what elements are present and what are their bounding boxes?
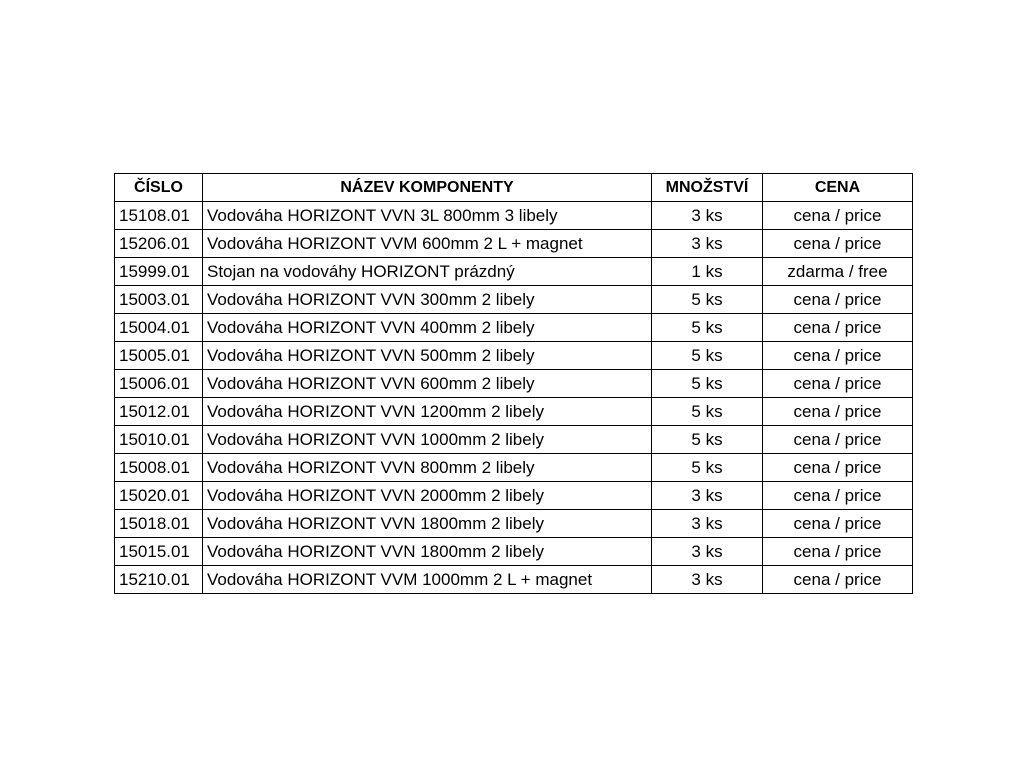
header-name: NÁZEV KOMPONENTY [203, 174, 652, 202]
cell-number: 15006.01 [115, 370, 203, 398]
cell-price: cena / price [763, 398, 913, 426]
cell-name: Vodováha HORIZONT VVN 300mm 2 libely [203, 286, 652, 314]
cell-name: Vodováha HORIZONT VVN 3L 800mm 3 libely [203, 202, 652, 230]
cell-price: cena / price [763, 510, 913, 538]
table-row [115, 342, 913, 370]
table-row [115, 482, 913, 510]
cell-number: 15003.01 [115, 286, 203, 314]
cell-quantity: 3 ks [652, 202, 763, 230]
cell-name: Vodováha HORIZONT VVN 1800mm 2 libely [203, 510, 652, 538]
cell-number: 15010.01 [115, 426, 203, 454]
header-price: CENA [763, 174, 913, 202]
cell-price: cena / price [763, 202, 913, 230]
cell-price: cena / price [763, 370, 913, 398]
cell-quantity: 5 ks [652, 342, 763, 370]
table-row [115, 510, 913, 538]
cell-price: cena / price [763, 538, 913, 566]
cell-quantity: 5 ks [652, 398, 763, 426]
table-header-row [115, 174, 913, 202]
component-table [114, 173, 913, 594]
cell-number: 15108.01 [115, 202, 203, 230]
cell-quantity: 5 ks [652, 426, 763, 454]
table-row [115, 538, 913, 566]
table-row [115, 314, 913, 342]
table-row [115, 454, 913, 482]
cell-price: zdarma / free [763, 258, 913, 286]
cell-price: cena / price [763, 314, 913, 342]
cell-number: 15004.01 [115, 314, 203, 342]
cell-number: 15005.01 [115, 342, 203, 370]
cell-price: cena / price [763, 454, 913, 482]
cell-price: cena / price [763, 566, 913, 594]
cell-price: cena / price [763, 286, 913, 314]
table-body [115, 202, 913, 594]
cell-number: 15206.01 [115, 230, 203, 258]
cell-price: cena / price [763, 342, 913, 370]
cell-name: Vodováha HORIZONT VVN 1000mm 2 libely [203, 426, 652, 454]
header-quantity: MNOŽSTVÍ [652, 174, 763, 202]
cell-quantity: 3 ks [652, 538, 763, 566]
cell-quantity: 5 ks [652, 314, 763, 342]
header-number: ČÍSLO [115, 174, 203, 202]
table-row [115, 286, 913, 314]
table-row [115, 398, 913, 426]
cell-quantity: 3 ks [652, 482, 763, 510]
cell-quantity: 5 ks [652, 370, 763, 398]
cell-quantity: 3 ks [652, 230, 763, 258]
cell-quantity: 5 ks [652, 454, 763, 482]
cell-quantity: 3 ks [652, 510, 763, 538]
cell-number: 15012.01 [115, 398, 203, 426]
cell-name: Vodováha HORIZONT VVN 1800mm 2 libely [203, 538, 652, 566]
table-row [115, 258, 913, 286]
table-row [115, 426, 913, 454]
cell-quantity: 5 ks [652, 286, 763, 314]
cell-number: 15015.01 [115, 538, 203, 566]
cell-name: Vodováha HORIZONT VVN 800mm 2 libely [203, 454, 652, 482]
cell-name: Vodováha HORIZONT VVN 600mm 2 libely [203, 370, 652, 398]
cell-number: 15999.01 [115, 258, 203, 286]
cell-name: Vodováha HORIZONT VVN 1200mm 2 libely [203, 398, 652, 426]
cell-name: Vodováha HORIZONT VVN 500mm 2 libely [203, 342, 652, 370]
cell-price: cena / price [763, 426, 913, 454]
cell-number: 15210.01 [115, 566, 203, 594]
cell-price: cena / price [763, 482, 913, 510]
cell-price: cena / price [763, 230, 913, 258]
cell-number: 15020.01 [115, 482, 203, 510]
table-row [115, 202, 913, 230]
cell-name: Stojan na vodováhy HORIZONT prázdný [203, 258, 652, 286]
table-row [115, 566, 913, 594]
cell-name: Vodováha HORIZONT VVN 400mm 2 libely [203, 314, 652, 342]
cell-name: Vodováha HORIZONT VVM 600mm 2 L + magnet [203, 230, 652, 258]
cell-number: 15018.01 [115, 510, 203, 538]
table-row [115, 370, 913, 398]
cell-name: Vodováha HORIZONT VVN 2000mm 2 libely [203, 482, 652, 510]
cell-name: Vodováha HORIZONT VVM 1000mm 2 L + magnet [203, 566, 652, 594]
table-row [115, 230, 913, 258]
cell-quantity: 3 ks [652, 566, 763, 594]
component-table-container [114, 173, 913, 594]
cell-number: 15008.01 [115, 454, 203, 482]
cell-quantity: 1 ks [652, 258, 763, 286]
